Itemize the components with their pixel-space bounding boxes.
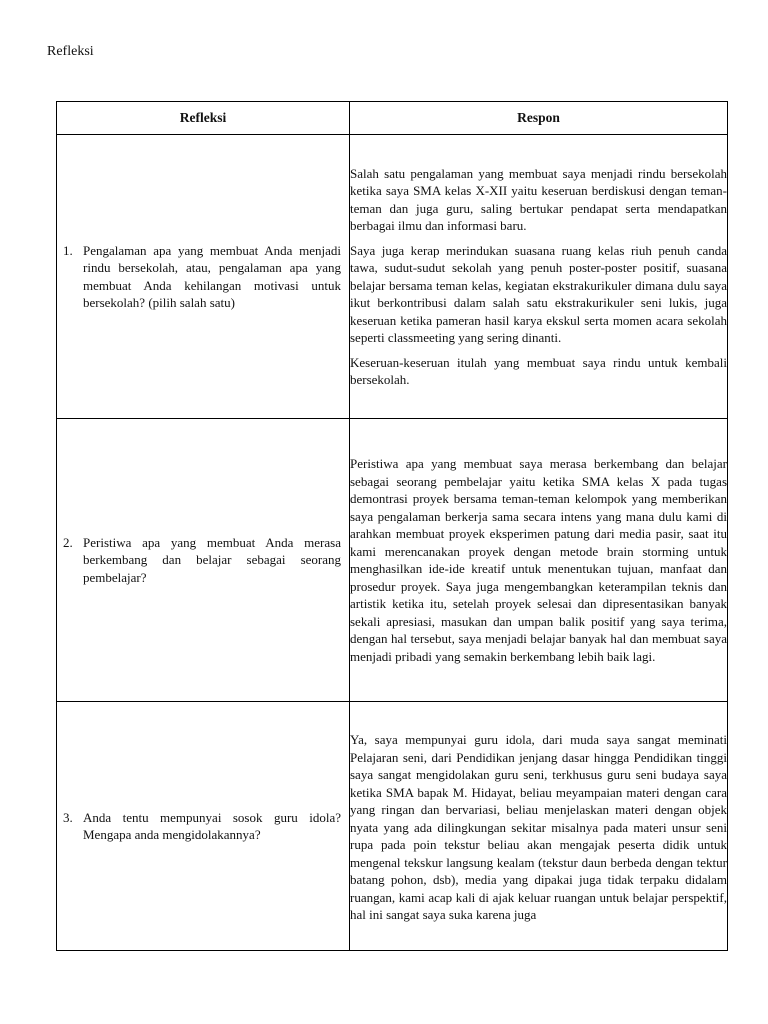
question-cell: [57, 702, 350, 951]
question-number: 1.: [63, 242, 73, 258]
question-text: Pengalaman apa yang membuat Anda menjadi rindu bersekolah, atau, pengalaman apa yang membuat Anda kehilangan motivasi untuk bersekolah? (pilih salah satu): [83, 242, 341, 310]
column-header-refleksi: Refleksi: [57, 102, 350, 135]
response-paragraph: Ya, saya mempunyai guru idola, dari muda saya sangat meminati Pelajaran seni, dari Pendidikan jenjang dasar hingga Pendidikan tinggi saya sangat mengidolakan guru seni, terkhusus guru seni budaya saya ketika SMA bapak M. Hidayat, beliau meyampaian materi dengan cara yang ringan dan bervariasi, beliau menjelaskan materi dengan objek nyata yang ada dilingkungan sekitar misalnya pada materi unsur seni rupa pada poin tekstur beliau akan mengajak peserta didik untuk mengenal tekskur langsung kealam (tekstur daun berbeda dengan tektur batang pohon, dsb), media yang dipakai juga tidak terpaku didalam ruangan, kami acap kali di ajak keluar ruangan untuk belajar perspektif, hal ini sangat saya suka karena juga: [350, 732, 727, 923]
response-paragraph: Saya juga kerap merindukan suasana ruang kelas riuh penuh canda tawa, sudut-sudut sekolah yang penuh poster-poster positif, suasana belajar bersama teman kelas, kegiatan ekstrakurikuler dimana dulu saya ikut berkontribusi dalam salah satu ekstrakurikuler seni lukis, juga keseruan ketika pameran hasil karya ekskul serta momen acara sekolah seperti classmeeting yang sering dinanti.: [350, 242, 727, 345]
question-number: 2.: [63, 534, 73, 550]
question-text: Peristiwa apa yang membuat Anda merasa berkembang dan belajar sebagai seorang pembelajar?: [83, 534, 341, 585]
response-cell: [350, 702, 728, 951]
response-cell: [350, 135, 728, 419]
table-header-row: [57, 102, 728, 135]
question-cell: [57, 135, 350, 419]
response-paragraph: Keseruan-keseruan itulah yang membuat saya rindu untuk kembali bersekolah.: [350, 354, 727, 387]
column-header-respon: Respon: [350, 102, 728, 135]
table-row: [57, 135, 728, 419]
question-cell: [57, 419, 350, 702]
table-row: [57, 419, 728, 702]
question-text: Anda tentu mempunyai sosok guru idola? Mengapa anda mengidolakannya?: [83, 809, 341, 842]
reflection-table: [56, 101, 728, 951]
table-row: [57, 702, 728, 951]
page-title: Refleksi: [47, 44, 94, 59]
question-number: 3.: [63, 809, 73, 825]
response-cell: [350, 419, 728, 702]
response-paragraph: Salah satu pengalaman yang membuat saya menjadi rindu bersekolah ketika saya SMA kelas X-XII yaitu keseruan berdiskusi dengan teman-teman dan juga guru, saling bertukar pendapat serta mendapatkan berbagai ilmu dan informasi baru.: [350, 165, 727, 233]
response-paragraph: Peristiwa apa yang membuat saya merasa berkembang dan belajar sebagai seorang pembelajar yaitu ketika SMA kelas X pada tugas demontrasi proyek bersama teman-teman kelompok yang memberikan saya pengalaman berkerja sama secara intens yang mana dulu kami di arahkan membuat proyek eksperimen patung dari media pasir, saat itu kami merencanakan proyek dengan metode brain storming untuk menghasilkan ide-ide kreatif untuk menentukan tujuan, manfaat dan prosedur proyek. Saya juga mengembangkan keterampilan teknis dan artistik ketika itu, setelah proyek selesai dan dipresentasikan banyak sekali apresiasi, masukan dan umpan balik positif yang saya terima, dengan hal tersebut, saya menjadi belajar banyak hal dan membuat saya menjadi pribadi yang semakin berkembang lebih baik lagi.: [350, 456, 727, 664]
